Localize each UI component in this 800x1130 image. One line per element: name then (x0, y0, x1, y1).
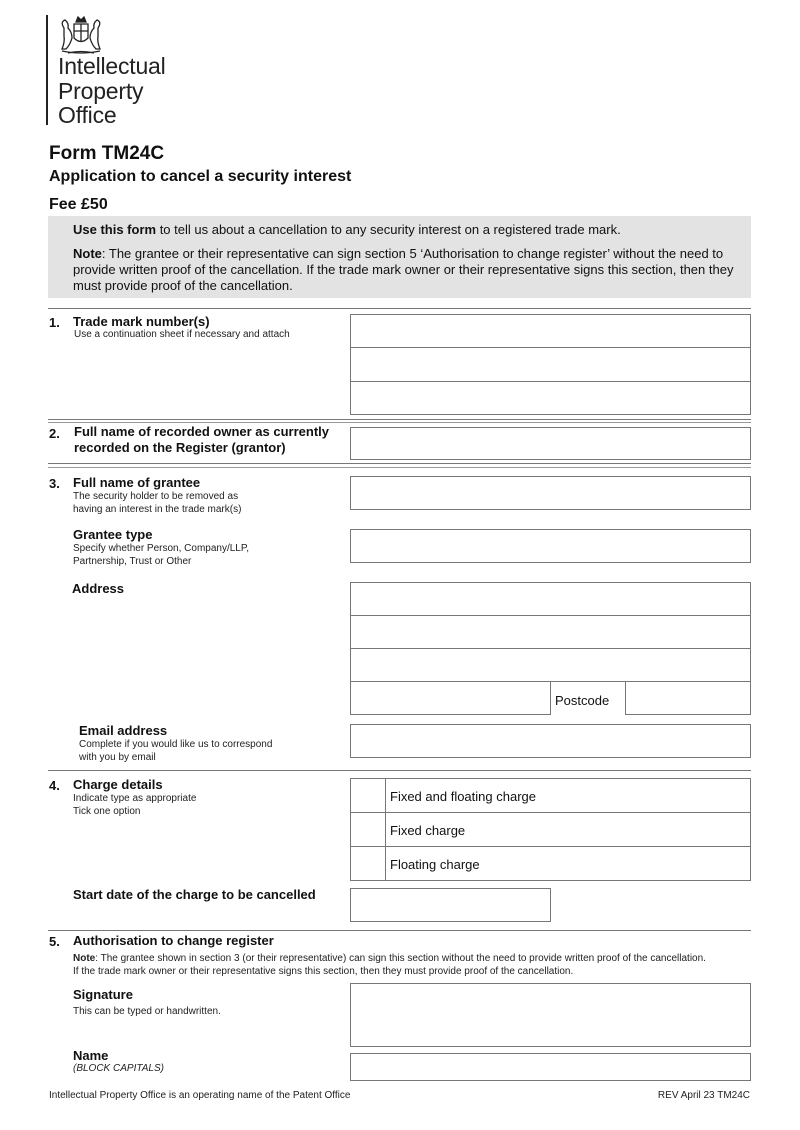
section-1-number: 1. (49, 315, 60, 330)
address-field-3[interactable] (350, 648, 751, 682)
floating-charge-checkbox[interactable] (350, 846, 386, 881)
section-5-number: 5. (49, 934, 60, 949)
intro-note-text: Note: The grantee or their representative can sign section 5 ‘Authorisation to change register’ without the need to provide written proof of the cancellation. If the trade mark owner or their representative signs this section, then they must provide proof of the cancellation. (73, 246, 734, 293)
divider (48, 422, 751, 423)
address-field-4[interactable] (350, 681, 551, 715)
divider (48, 463, 751, 464)
section-2-number: 2. (49, 426, 60, 441)
signature-title: Signature (73, 987, 133, 1002)
signature-field[interactable] (350, 983, 751, 1047)
address-field-1[interactable] (350, 582, 751, 616)
grantee-type-field[interactable] (350, 529, 751, 563)
fixed-charge-label: Fixed charge (390, 823, 466, 838)
divider (48, 770, 751, 771)
email-field[interactable] (350, 724, 751, 758)
recorded-owner-name-field[interactable] (350, 427, 751, 460)
address-field-2[interactable] (350, 615, 751, 649)
section-2-title: Full name of recorded owner as currently recorded on the Register (grantor) (74, 424, 330, 455)
section-4-title: Charge details (73, 777, 163, 792)
trade-mark-number-field-1[interactable] (350, 314, 751, 348)
divider (48, 467, 751, 468)
trade-mark-number-field-3[interactable] (350, 381, 751, 415)
grantee-name-field[interactable] (350, 476, 751, 510)
address-title: Address (72, 581, 125, 596)
divider (48, 930, 751, 931)
section-3-hint: The security holder to be removed as having an interest in the trade mark(s) (73, 491, 242, 515)
ipo-logo-text: Intellectual Property Office (58, 53, 166, 128)
footer-revision-text: REV April 23 TM24C (657, 1090, 750, 1101)
section-5-title: Authorisation to change register (73, 933, 274, 948)
name-title: Name (73, 1048, 109, 1063)
signature-hint: This can be typed or handwritten. (73, 1006, 221, 1017)
postcode-label: Postcode (555, 693, 610, 708)
form-title: Form TM24C (49, 143, 165, 164)
use-form-text: Use this form to tell us about a cancellation to any security interest on a registered trade mark. (73, 222, 621, 237)
fixed-and-floating-checkbox[interactable] (350, 778, 386, 813)
section-3-title: Full name of grantee (73, 475, 201, 490)
name-field[interactable] (350, 1053, 751, 1081)
grantee-type-title: Grantee type (73, 527, 153, 542)
name-hint: (BLOCK CAPITALS) (73, 1063, 164, 1074)
section-5-note: Note: The grantee shown in section 3 (or their representative) can sign this section without the need to provide written proof of the cancellation. If the trade mark owner or their representative signs this section, then they must provide proof of the cancellation. (73, 953, 706, 977)
fixed-charge-checkbox[interactable] (350, 812, 386, 847)
footer-left-text: Intellectual Property Office is an operating name of the Patent Office (49, 1090, 351, 1101)
royal-coat-of-arms-icon (56, 14, 106, 56)
fee-label: Fee £50 (49, 196, 108, 213)
trade-mark-number-field-2[interactable] (350, 347, 751, 382)
logo-divider (46, 15, 48, 125)
start-date-field[interactable] (350, 888, 551, 922)
email-title: Email address (79, 723, 168, 738)
fixed-and-floating-label: Fixed and floating charge (390, 789, 536, 804)
start-date-title: Start date of the charge to be cancelled (73, 887, 316, 902)
form-subtitle: Application to cancel a security interest (49, 168, 352, 185)
section-1-hint: Use a continuation sheet if necessary and attach (74, 329, 290, 340)
floating-charge-label: Floating charge (390, 857, 480, 872)
section-4-hint: Indicate type as appropriate Tick one option (73, 793, 197, 817)
divider (48, 308, 751, 309)
intro-note-box (48, 216, 751, 298)
divider (48, 419, 751, 420)
email-hint: Complete if you would like us to correspond with you by email (79, 739, 273, 763)
section-3-number: 3. (49, 476, 60, 491)
section-4-number: 4. (49, 778, 60, 793)
section-1-title: Trade mark number(s) (73, 314, 210, 329)
grantee-type-hint: Specify whether Person, Company/LLP, Partnership, Trust or Other (73, 543, 250, 567)
postcode-field[interactable] (625, 681, 751, 715)
